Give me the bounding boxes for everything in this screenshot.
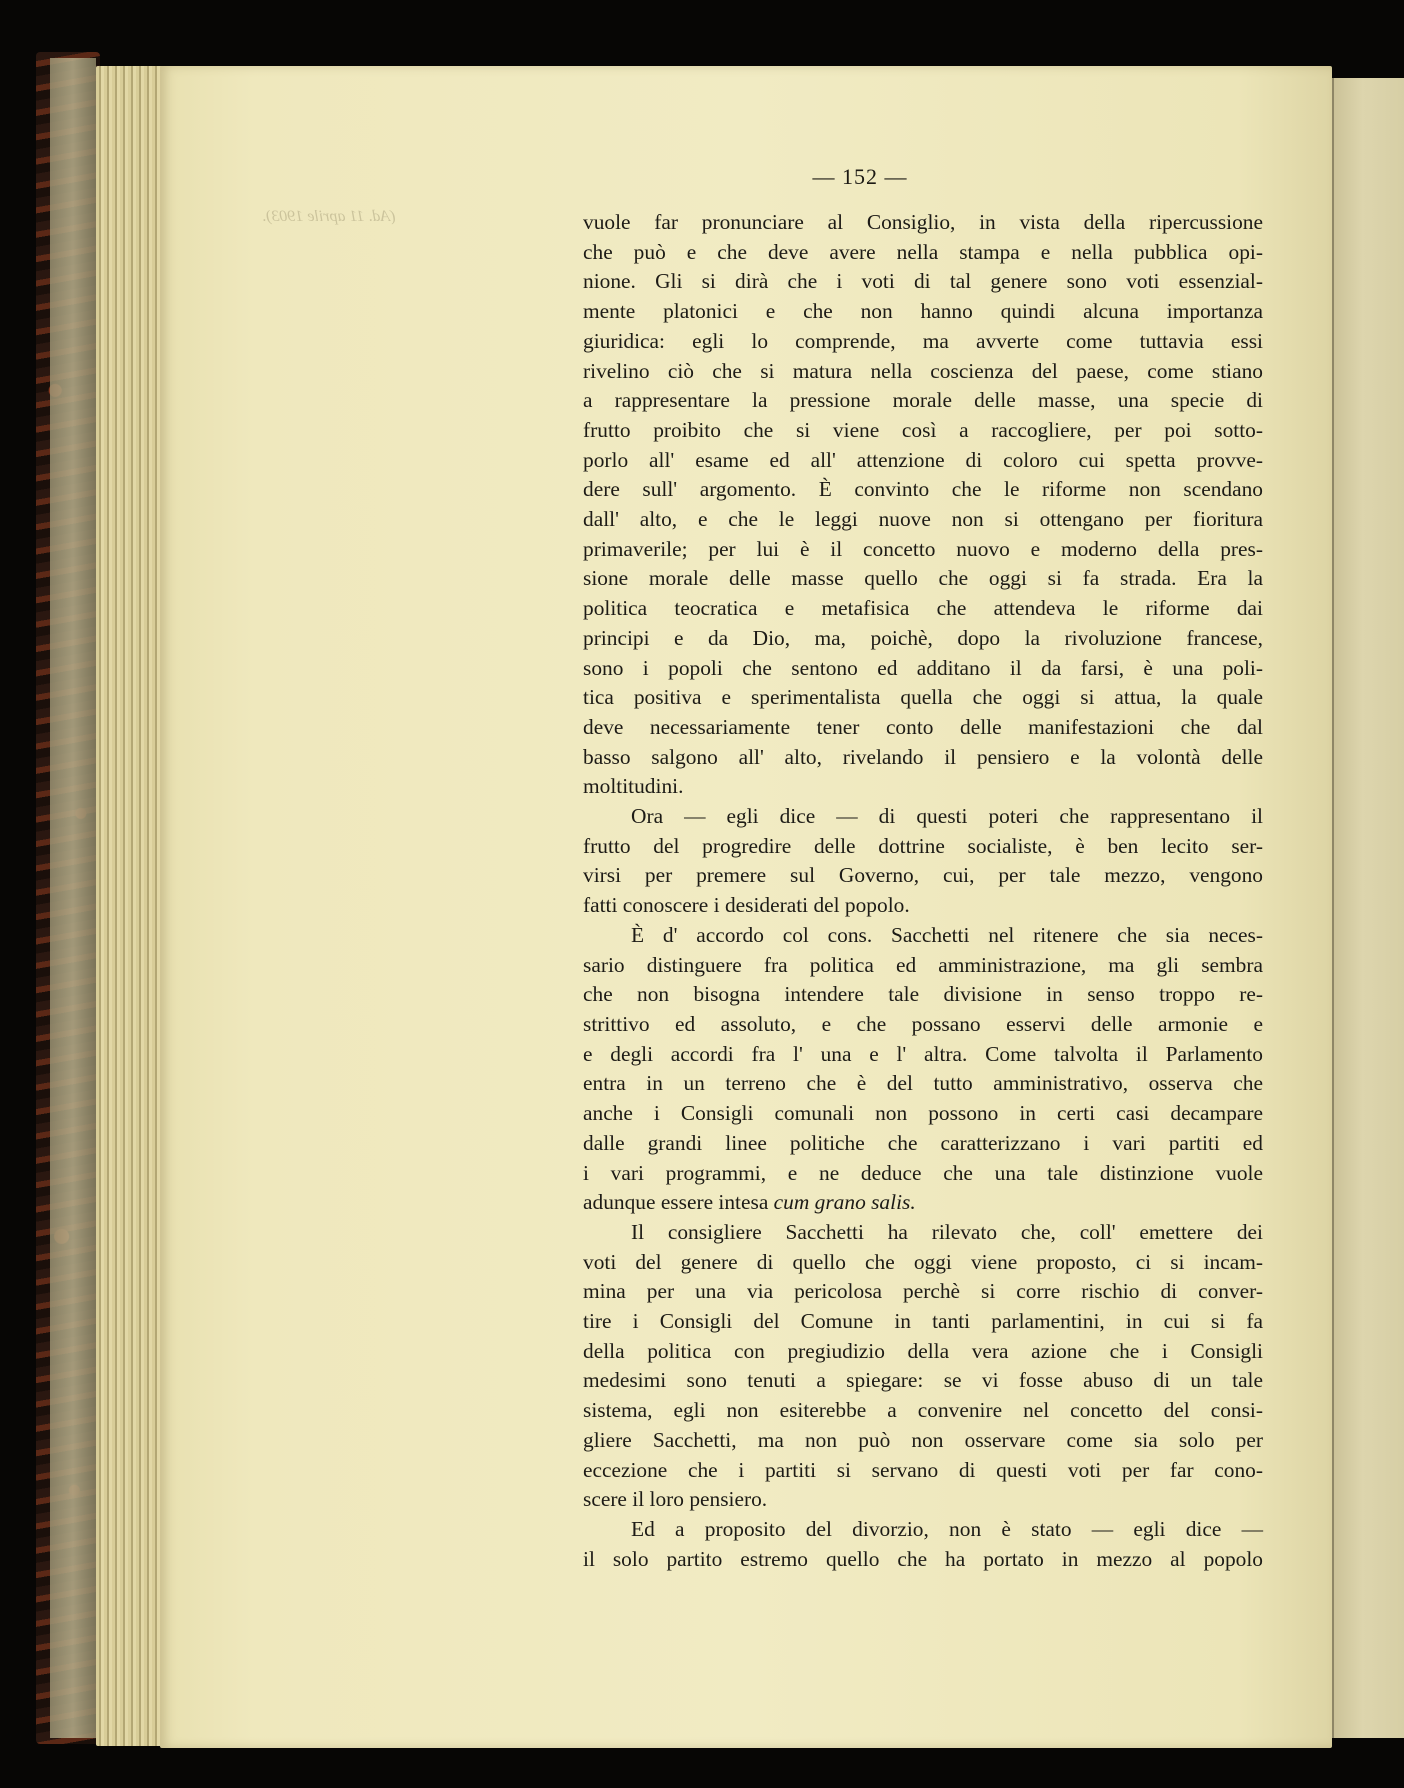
text-line: È d' accordo col cons. Sacchetti nel ritenere che sia neces- <box>631 922 1263 947</box>
text-line: entra in un terreno che è del tutto amministrativo, osserva che <box>583 1071 1263 1096</box>
text-fragment: adunque essere intesa <box>583 1190 774 1215</box>
text-line: eccezione che i partiti si servano di questi voti per far cono- <box>583 1457 1263 1482</box>
text-line: basso salgono all' alto, rivelando il pensiero e la volontà delle <box>583 744 1263 769</box>
text-line: gliere Sacchetti, ma non può non osservare come sia solo per <box>583 1427 1263 1452</box>
text-line: Ora — egli dice — di questi poteri che rappresentano il <box>631 804 1263 829</box>
text-line: dere sull' argomento. È convinto che le riforme non scendano <box>583 477 1263 502</box>
text-line: primaverile; per lui è il concetto nuovo e moderno della pres- <box>583 536 1263 561</box>
text-line: della politica con pregiudizio della vera azione che i Consigli <box>583 1338 1263 1363</box>
text-line: frutto del progredire delle dottrine socialiste, è ben lecito ser- <box>583 833 1263 858</box>
text-line: deve necessariamente tener conto delle manifestazioni che dal <box>583 714 1263 739</box>
text-line: il solo partito estremo quello che ha portato in mezzo al popolo <box>583 1546 1263 1571</box>
text-line: nione. Gli si dirà che i voti di tal genere sono voti essenzial- <box>583 269 1263 294</box>
facing-page-edge <box>1332 78 1404 1738</box>
latin-phrase: cum grano salis. <box>773 1190 916 1215</box>
text-line: i vari programmi, e ne deduce che una tale distinzione vuole <box>583 1160 1263 1185</box>
paragraph <box>583 1515 1263 1574</box>
paragraph <box>583 802 1263 921</box>
text-line: vuole far pronunciare al Consiglio, in vista della ripercussione <box>583 210 1263 234</box>
paragraph <box>583 921 1263 1218</box>
text-line: principi e da Dio, ma, poichè, dopo la rivoluzione francese, <box>583 625 1263 650</box>
text-line: Il consigliere Sacchetti ha rilevato che, coll' emettere dei <box>631 1219 1263 1244</box>
body-text <box>583 208 1263 1574</box>
text-line: anche i Consigli comunali non possono in certi casi decampare <box>583 1101 1263 1126</box>
text-line: dall' alto, e che le leggi nuove non si ottengano per fioritura <box>583 507 1263 532</box>
text-line: che non bisogna intendere tale divisione in senso troppo re- <box>583 982 1263 1007</box>
text-line: voti del genere di quello che oggi viene proposto, ci si incam- <box>583 1249 1263 1274</box>
text-line: giuridica: egli lo comprende, ma avverte come tuttavia essi <box>583 328 1263 353</box>
text-line: dalle grandi linee politiche che caratterizzano i vari partiti ed <box>583 1130 1263 1155</box>
text-line: fatti conoscere i desiderati del popolo. <box>583 893 910 918</box>
paragraph <box>583 1218 1263 1515</box>
text-line: tica positiva e sperimentalista quella che oggi si attua, la quale <box>583 685 1263 710</box>
text-line <box>583 1188 1263 1218</box>
text-line: sario distinguere fra politica ed amministrazione, ma gli sembra <box>583 952 1263 977</box>
paragraph <box>583 208 1263 802</box>
text-line: Ed a proposito del divorzio, non è stato — egli dice — <box>631 1516 1263 1541</box>
text-line: a rappresentare la pressione morale delle masse, una specie di <box>583 388 1263 413</box>
page-number: — 152 — <box>812 164 908 189</box>
text-line: mina per una via pericolosa perchè si corre rischio di conver- <box>583 1279 1263 1304</box>
text-line: frutto proibito che si viene così a raccogliere, per poi sotto- <box>583 417 1263 442</box>
show-through-text: (Ad. 11 aprile 1903). <box>262 208 396 225</box>
text-line: sistema, egli non esiterebbe a convenire nel concetto del consi- <box>583 1398 1263 1423</box>
binding-strip <box>50 58 96 1738</box>
text-line: medesimi sono tenuti a spiegare: se vi fosse abuso di un tale <box>583 1368 1263 1393</box>
text-line: politica teocratica e metafisica che attendeva le riforme dai <box>583 596 1263 621</box>
text-line: e degli accordi fra l' una e l' altra. Come talvolta il Parlamento <box>583 1041 1263 1066</box>
text-line: virsi per premere sul Governo, cui, per tale mezzo, vengono <box>583 863 1263 888</box>
text-line: mente platonici e che non hanno quindi alcuna importanza <box>583 299 1263 324</box>
text-line: sione morale delle masse quello che oggi si fa strada. Era la <box>583 566 1263 591</box>
page-stack-edges <box>96 66 166 1746</box>
text-line: che può e che deve avere nella stampa e nella pubblica opi- <box>583 239 1263 264</box>
text-line: strittivo ed assoluto, e che possano esservi delle armonie e <box>583 1011 1263 1036</box>
text-line: scere il loro pensiero. <box>583 1487 768 1512</box>
text-line: tire i Consigli del Comune in tanti parlamentini, in cui si fa <box>583 1309 1263 1334</box>
text-line: moltitudini. <box>583 774 684 799</box>
text-line: porlo all' esame ed all' attenzione di coloro cui spetta provve- <box>583 447 1263 472</box>
text-line: sono i popoli che sentono ed additano il da farsi, è una poli- <box>583 655 1263 680</box>
text-line: rivelino ciò che si matura nella coscienza del paese, come stiano <box>583 358 1263 383</box>
